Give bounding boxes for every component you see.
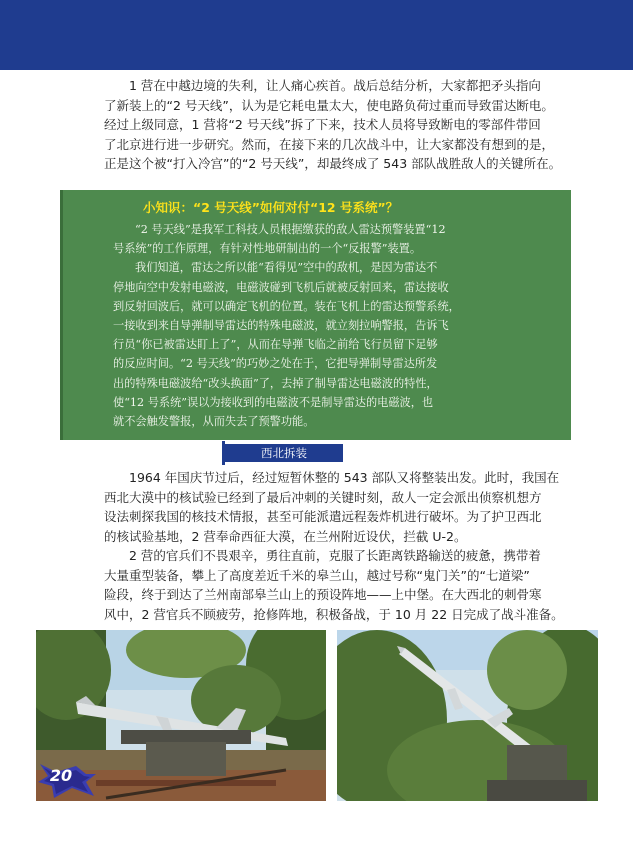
tip-body xyxy=(113,220,543,431)
tip-line: 的反应时间。“2 号天线”的巧妙之处在于，它把导弹制导雷达所发 xyxy=(113,357,438,371)
paragraph-line: 风中，2 营官兵不顾疲劳，抢修阵地，积极备战，于 10 月 22 日完成了战斗准备。 xyxy=(104,606,564,622)
tip-line: 号系统”的工作原理，有针对性地研制出的一个“反报警”装置。 xyxy=(113,242,422,256)
paragraph-line: 西北大漠中的核试验已经到了最后冲刺的关键时刻，敌人一定会派出侦察机想方 xyxy=(104,489,542,505)
paragraph-line: 了北京进行进一步研究。然而，在接下来的几次战斗中，让大家都没有想到的是， xyxy=(104,136,555,152)
missile-photo-right xyxy=(337,630,598,801)
paragraph-line: 正是这个被“打入冷宫”的“2 号天线”，却最终成了 543 部队战胜敌人的关键所在。 xyxy=(104,156,562,171)
paragraph-line: 了新装上的“2 号天线”，认为是它耗电量太大，使电路负荷过重而导致雷达断电。 xyxy=(104,97,554,113)
section-heading: 西北拆装 xyxy=(225,444,343,462)
paragraph-line: 经过上级同意，1 营将“2 号天线”拆了下来，技术人员将导致断电的零部件带回 xyxy=(104,117,541,132)
tip-line: 使“12 号系统”误以为接收到的电磁波不是制导雷达的电磁波，也 xyxy=(113,395,434,409)
paragraph-line: 险段，终于到达了兰州南部皋兰山上的预设阵地——上中堡。在大西北的刺骨寒 xyxy=(104,587,542,602)
knowledge-tip-box xyxy=(60,190,571,440)
page-number-badge xyxy=(36,760,98,800)
tip-line: “2 号天线”是我军工科技人员根据缴获的敌人雷达预警装置“12 xyxy=(135,223,446,236)
paragraph-line: 1 营在中越边境的失利，让人痛心疾首。战后总结分析，大家都把矛头指向 xyxy=(129,78,541,93)
paragraph-line: 设法刺探我国的核技术情报，甚至可能派遣远程轰炸机进行破坏。为了护卫西北 xyxy=(104,509,542,524)
paragraph-1 xyxy=(104,76,562,174)
tip-line: 行员“你已被雷达盯上了”，从而在导弹飞临之前给飞行员留下足够 xyxy=(113,338,438,352)
header-band xyxy=(0,0,633,70)
tip-line: 出的特殊电磁波给“改头换面”了，去掉了制导雷达电磁波的特性， xyxy=(113,376,438,390)
paragraph-3 xyxy=(104,546,564,624)
tip-line: 一接收到来自导弹制导雷达的特殊电磁波，就立刻拉响警报，告诉飞 xyxy=(113,319,449,333)
tip-title: 小知识：“2 号天线”如何对付“12 号系统”？ xyxy=(143,200,399,215)
tip-line: 就不会触发警报，从而失去了预警功能。 xyxy=(113,415,315,429)
tip-line: 我们知道，雷达之所以能“看得见”空中的敌机，是因为雷达不 xyxy=(135,261,438,275)
paragraph-2 xyxy=(104,468,560,546)
paragraph-line: 2 营的官兵们不畏艰辛，勇往直前，克服了长距离铁路输送的疲惫，携带着 xyxy=(129,548,541,563)
paragraph-line: 大量重型装备，攀上了高度差近千米的皋兰山，越过号称“鬼门关”的“七道梁” xyxy=(104,567,530,583)
tip-line: 停地向空中发射电磁波，电磁波碰到飞机后就被反射回来，雷达接收 xyxy=(113,280,449,294)
paragraph-line: 1964 年国庆节过后，经过短暂休整的 543 部队又将整装出发。此时，我国在 xyxy=(129,470,560,485)
paragraph-line: 的核试验基地，2 营奉命西征大漠，在兰州附近设伏，拦截 U-2。 xyxy=(104,528,467,544)
tip-line: 到反射回波后，就可以确定飞机的位置。装在飞机上的雷达预警系统， xyxy=(113,299,460,313)
page-number: 20 xyxy=(49,766,73,785)
